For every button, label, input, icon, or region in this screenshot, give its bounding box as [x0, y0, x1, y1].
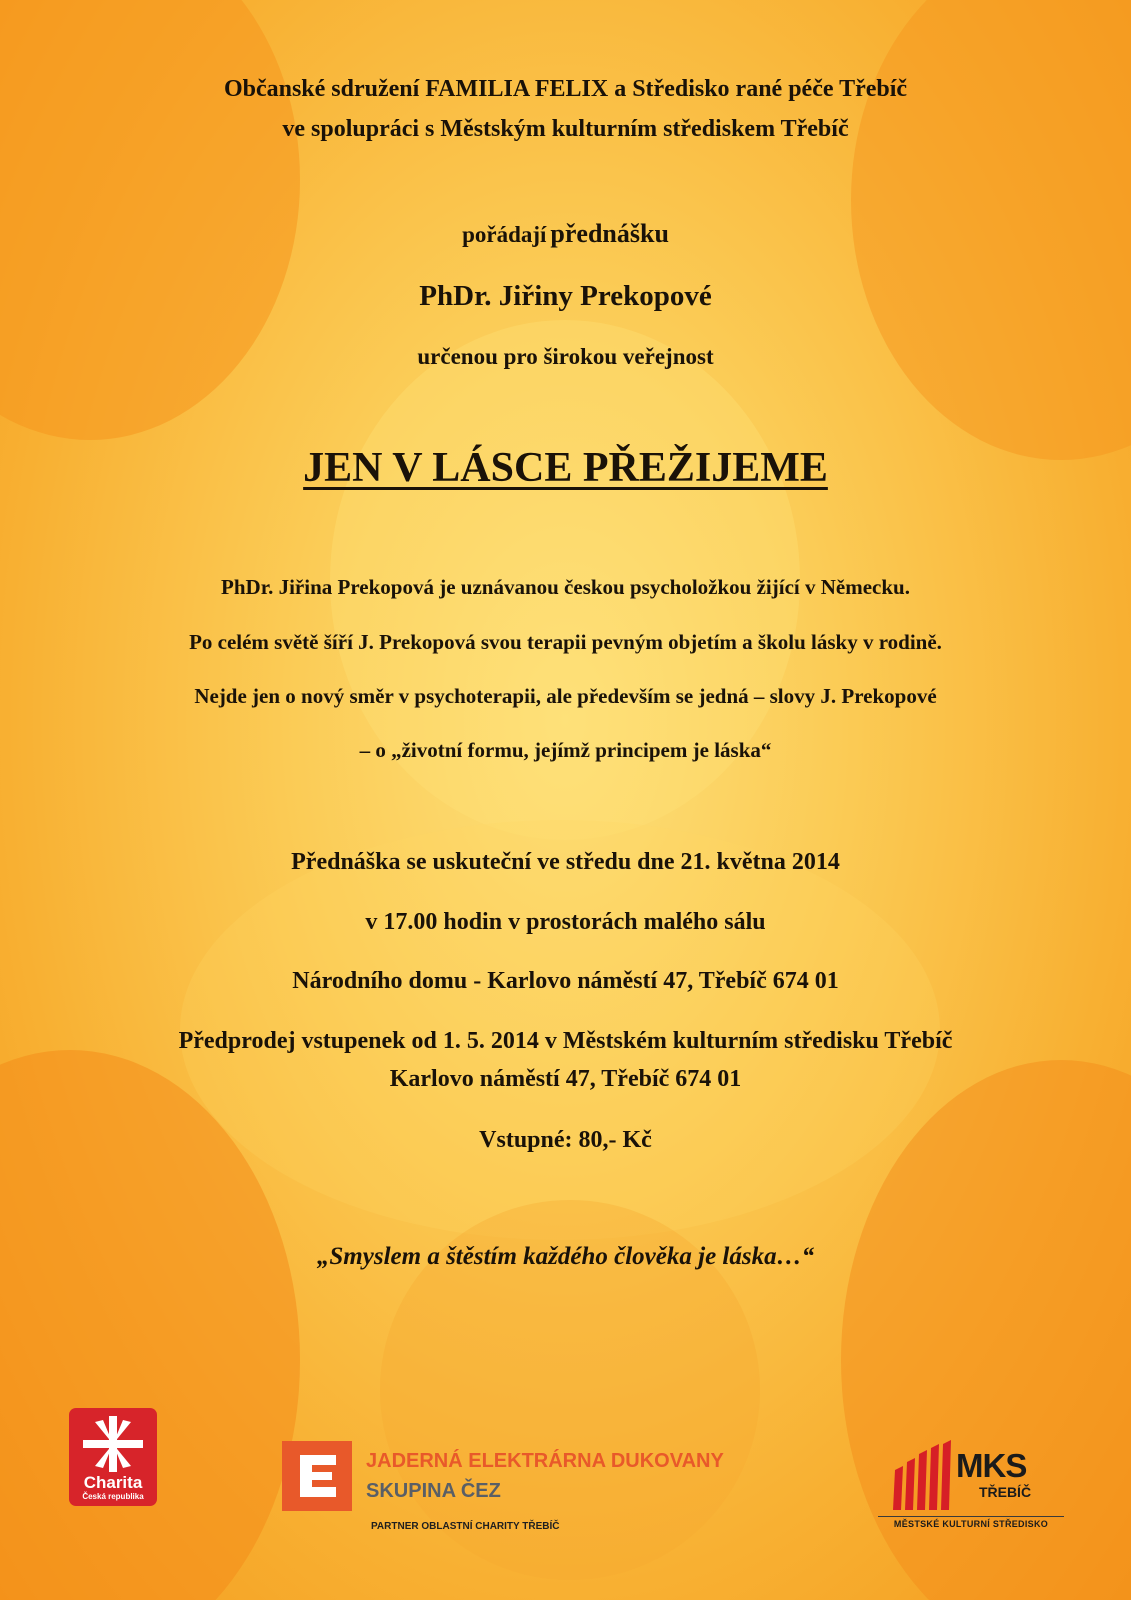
admission-price: Vstupné: 80,- Kč — [479, 1127, 652, 1153]
description-line-3: Nejde jen o nový směr v psychoterapii, ale především se jedná – slovy J. Prekopové — [194, 684, 937, 708]
organize-line — [0, 219, 1131, 249]
caritas-cross-icon — [77, 1414, 149, 1474]
charita-logo — [69, 1408, 157, 1506]
cez-line-2: SKUPINA ČEZ — [366, 1480, 501, 1502]
description-line-1: PhDr. Jiřina Prekopová je uznávanou českou psycholožkou žijící v Německu. — [221, 575, 910, 599]
charita-subtitle: Česká republika — [82, 1492, 144, 1501]
description-line-4: – o „životní formu, jejímž principem je láska“ — [359, 738, 772, 762]
organize-prefix: pořádají — [462, 222, 547, 247]
organize-word: přednášku — [550, 219, 669, 248]
presale-line-1: Předprodej vstupenek od 1. 5. 2014 v Městském kulturním středisku Třebíč — [178, 1028, 953, 1054]
cez-e-icon — [282, 1441, 352, 1511]
organizers-line-2: ve spolupráci s Městským kulturním střediskem Třebíč — [282, 116, 849, 142]
motto-quote: „Smyslem a štěstím každého člověka je láska…“ — [316, 1243, 815, 1270]
headline-title: JEN V LÁSCE PŘEŽIJEME — [303, 445, 828, 491]
lecturer-name: PhDr. Jiřiny Prekopové — [419, 280, 712, 312]
event-venue: Národního domu - Karlovo náměstí 47, Třebíč 674 01 — [292, 968, 839, 994]
presale-line-2: Karlovo náměstí 47, Třebíč 674 01 — [389, 1066, 742, 1092]
mks-name: MKS — [956, 1447, 1027, 1484]
mks-city: TŘEBÍČ — [978, 1484, 1032, 1500]
cez-partner-line: PARTNER OBLASTNÍ CHARITY TŘEBÍČ — [371, 1521, 560, 1532]
mks-subtitle: MĚSTSKÉ KULTURNÍ STŘEDISKO — [893, 1519, 1049, 1529]
mks-stripes-icon — [893, 1440, 953, 1512]
event-date: Přednáška se uskuteční ve středu dne 21. května 2014 — [291, 849, 840, 875]
event-time: v 17.00 hodin v prostorách malého sálu — [365, 909, 766, 935]
audience-line: určenou pro širokou veřejnost — [417, 344, 714, 369]
mks-divider — [878, 1516, 1064, 1517]
charita-name: Charita — [83, 1473, 143, 1492]
description-line-2: Po celém světě šíří J. Prekopová svou terapii pevným objetím a školu lásky v rodině. — [189, 630, 942, 654]
cez-line-1: JADERNÁ ELEKTRÁRNA DUKOVANY — [366, 1450, 724, 1472]
organizers-line-1: Občanské sdružení FAMILIA FELIX a Středisko rané péče Třebíč — [223, 76, 908, 102]
